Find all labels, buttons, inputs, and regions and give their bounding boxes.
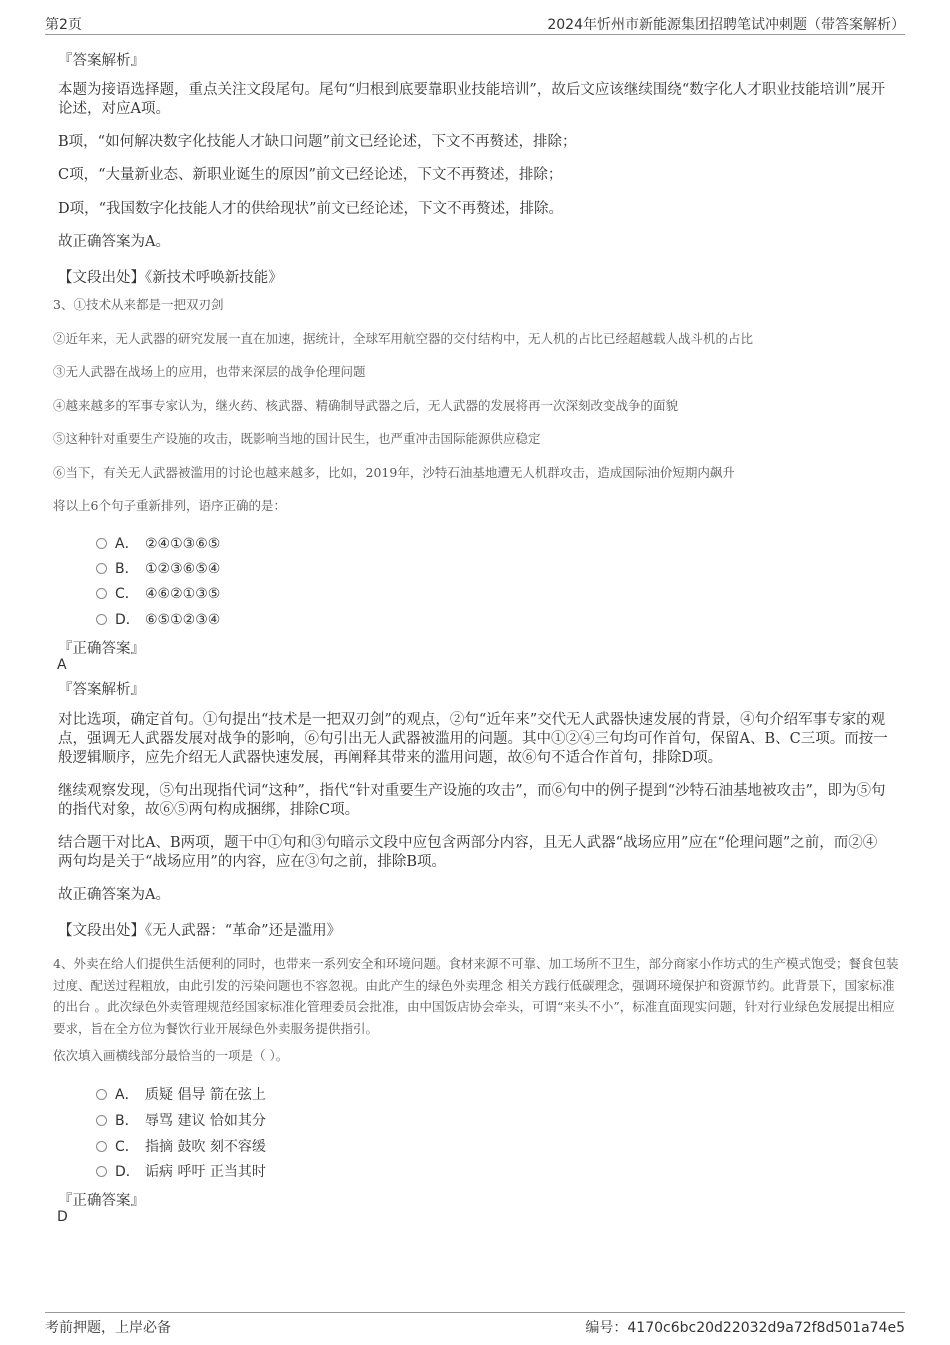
option-b[interactable]: [96, 1110, 266, 1130]
option-text: 质疑 倡导 箭在弦上: [145, 1087, 266, 1103]
option-text: 指摘 鼓吹 刻不容缓: [145, 1139, 266, 1155]
question-3-stem: 3、①技术从来都是一把双刃剑: [53, 297, 224, 312]
option-key: A．: [115, 1087, 139, 1103]
question-3-sentence: ③无人武器在战场上的应用，也带来深层的战争伦理问题: [53, 364, 366, 379]
analysis-label: 『答案解析』: [58, 682, 145, 698]
question-3-sentence: ④越来越多的军事专家认为，继火药、核武器、精确制导武器之后，无人武器的发展将再一次深刻改变战争的面貌: [53, 398, 679, 413]
analysis-paragraph: D项，“我国数字化技能人才的供给现状”前文已经论述，下文不再赘述，排除。: [58, 201, 563, 217]
analysis-paragraph: B项，“如何解决数字化技能人才缺口问题”前文已经论述，下文不再赘述，排除；: [58, 134, 577, 150]
radio-button[interactable]: [96, 563, 107, 574]
option-key: B．: [115, 1113, 139, 1129]
correct-answer: D: [57, 1209, 68, 1225]
option-key: D．: [115, 612, 140, 628]
option-text: ①②③⑥⑤④: [145, 561, 221, 577]
radio-button[interactable]: [96, 1089, 107, 1100]
analysis-paragraph: C项，“大量新业态、新职业诞生的原因”前文已经论述，下文不再赘述，排除；: [58, 167, 563, 183]
analysis-paragraph: 结合题干对比A、B两项，题干中①句和③句暗示文段中应包含两部分内容，且无人武器“战场应用”应在“伦理问题”之前，而②④两句均是关于“战场应用”的内容，应在③句之前，排除B项。: [58, 835, 878, 870]
analysis-paragraph: 对比选项，确定首句。①句提出“技术是一把双刃剑”的观点，②句“近年来”交代无人武器快速发展的背景，④句介绍军事专家的观点，强调无人武器发展对战争的影响，⑥句引出无人武器被滥用的问题。其中①②④三句均可作首句，保留A、B、C三项。而按一般逻辑顺序，应先介绍无人武器快速发展，再阐释其带来的滥用问题，故⑥句不适合作首句，排除D项。: [58, 712, 888, 766]
option-c[interactable]: [96, 1136, 266, 1156]
option-b[interactable]: [96, 558, 220, 578]
question-3-sentence: ⑥当下，有关无人武器被滥用的讨论也越来越多，比如，2019年，沙特石油基地遭无人机群攻击，造成国际油价短期内飙升: [53, 465, 735, 480]
option-text: 辱骂 建议 恰如其分: [145, 1113, 266, 1129]
analysis-paragraph: 故正确答案为A。: [58, 234, 170, 250]
question-3-prompt: 将以上6个句子重新排列，语序正确的是：: [53, 498, 286, 513]
option-a[interactable]: [96, 533, 220, 553]
option-key: C．: [115, 1139, 139, 1155]
analysis-label: 『答案解析』: [58, 53, 145, 69]
option-key: C．: [115, 586, 139, 602]
analysis-paragraph: 故正确答案为A。: [58, 887, 170, 903]
option-text: 诟病 呼吁 正当其时: [145, 1164, 266, 1180]
question-3-sentence: ⑤这种针对重要生产设施的攻击，既影响当地的国计民生，也严重冲击国际能源供应稳定: [53, 431, 541, 446]
radio-button[interactable]: [96, 1115, 107, 1126]
option-a[interactable]: [96, 1084, 266, 1104]
analysis-paragraph: 本题为接语选择题，重点关注文段尾句。尾句“归根到底要靠职业技能培训”，故后文应该继续围绕“数字化人才职业技能培训”展开论述，对应A项。: [58, 82, 886, 117]
source-citation: 【文段出处】《无人武器：“革命”还是滥用》: [58, 923, 342, 939]
page-footer: [45, 1312, 905, 1337]
option-key: D．: [115, 1164, 140, 1180]
option-key: A．: [115, 536, 139, 552]
option-d[interactable]: [96, 1161, 266, 1181]
option-text: ④⑥②①③⑤: [145, 586, 221, 602]
radio-button[interactable]: [96, 614, 107, 625]
radio-button[interactable]: [96, 538, 107, 549]
option-text: ⑥⑤①②③④: [145, 612, 221, 628]
document-id: 编号：4170c6bc20d22032d9a72f8d501a74e5: [585, 1320, 905, 1336]
radio-button[interactable]: [96, 1166, 107, 1177]
footer-slogan: 考前押题，上岸必备: [45, 1320, 171, 1336]
question-4-prompt: 依次填入画横线部分最恰当的一项是（ ）。: [53, 1048, 289, 1063]
option-text: ②④①③⑥⑤: [145, 536, 221, 552]
analysis-paragraph: 继续观察发现，⑤句出现指代词“这种”，指代“针对重要生产设施的攻击”，而⑥句中的例子提到“沙特石油基地被攻击”，即为⑤句的指代对象，故⑥⑤两句构成捆绑，排除C项。: [58, 783, 886, 818]
option-d[interactable]: [96, 609, 220, 629]
option-c[interactable]: [96, 583, 220, 603]
radio-button[interactable]: [96, 588, 107, 599]
answer-label: 『正确答案』: [58, 641, 145, 657]
answer-label: 『正确答案』: [58, 1193, 145, 1209]
option-key: B．: [115, 561, 139, 577]
page-header: [45, 14, 905, 35]
question-3-sentence: ②近年来，无人武器的研究发展一直在加速，据统计，全球军用航空器的交付结构中，无人机的占比已经超越载人战斗机的占比: [53, 331, 754, 346]
correct-answer: A: [57, 657, 67, 673]
source-citation: 【文段出处】《新技术呼唤新技能》: [58, 270, 283, 286]
page-number: 第2页: [45, 17, 82, 33]
question-4-stem: 4、外卖在给人们提供生活便利的同时，也带来一系列安全和环境问题。食材来源不可靠、加工场所不卫生，部分商家小作坊式的生产模式饱受；餐食包装过度、配送过程粗放，由此引发的污染问题也不容忽视。由此产生的绿色外卖理念 相关方践行低碳理念，强调环境保护和资源节约。此背景下，国家标准的出台 。此次绿色外卖管理规范经国家标准化管理委员会批准，由中国饭店协会牵头，可谓“来头不小”，标准直面现实问题，针对行业绿色发展提出相应要求，旨在全方位为餐饮行业开展绿色外卖服务提供指引。: [53, 956, 899, 1036]
document-title: 2024年忻州市新能源集团招聘笔试冲刺题（带答案解析）: [547, 17, 905, 33]
radio-button[interactable]: [96, 1141, 107, 1152]
